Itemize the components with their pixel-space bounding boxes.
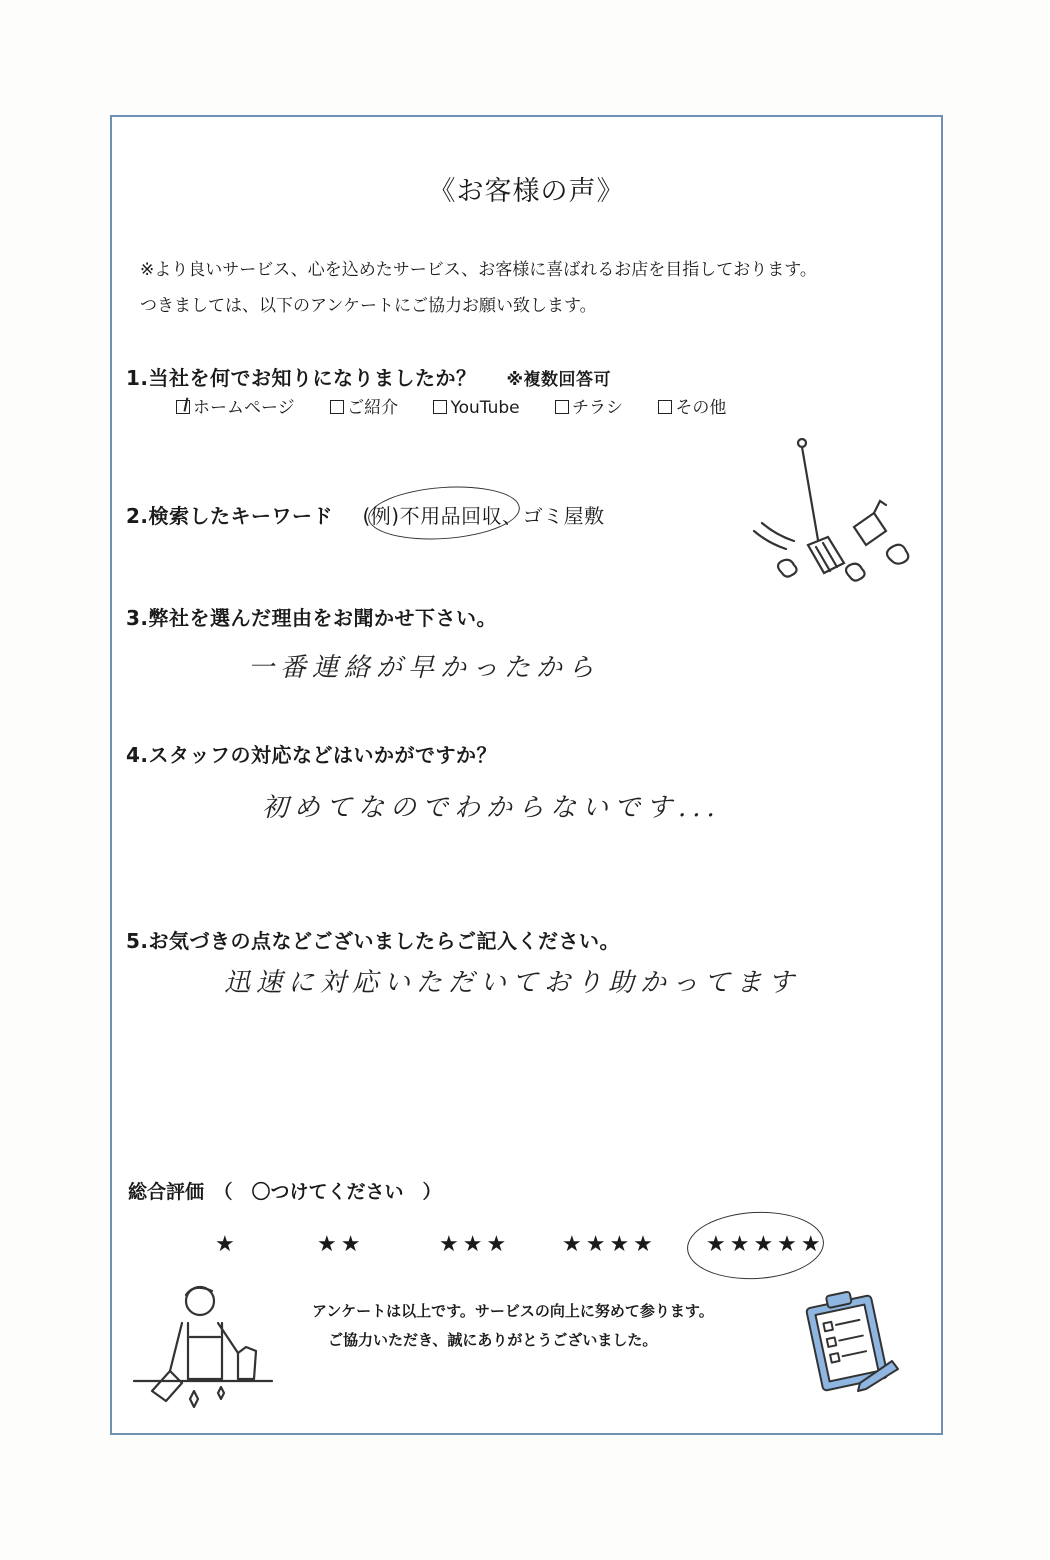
option-flyer[interactable]: チラシ xyxy=(555,393,623,418)
option-other[interactable]: その他 xyxy=(658,393,726,418)
checkbox-flyer[interactable] xyxy=(555,400,569,414)
question-5: 5.お気づきの点などございましたらご記入ください。 xyxy=(126,929,621,953)
question-3-answer: 一番連絡が早かったから xyxy=(248,653,601,683)
page-title: 《お客様の声》 xyxy=(428,176,625,207)
keyword-hand-circle xyxy=(366,482,521,544)
question-3: 3.弊社を選んだ理由をお聞かせ下さい。 xyxy=(126,606,498,630)
rating-2-star[interactable]: ★★ xyxy=(317,1232,365,1257)
checkbox-homepage[interactable] xyxy=(176,400,190,414)
question-4: 4.スタッフの対応などはいかがですか？ xyxy=(126,743,498,767)
checkbox-referral[interactable] xyxy=(330,400,344,414)
intro-text xyxy=(140,252,817,324)
rating-5-star[interactable]: ★★★★★ xyxy=(706,1232,825,1257)
question-1-label: 1.当社を何でお知りになりましたか？ xyxy=(126,366,477,390)
rating-hand-circle xyxy=(685,1208,825,1282)
closing-text xyxy=(312,1297,714,1355)
closing-line-2: ご協力いただき、誠にありがとうございました。 xyxy=(328,1331,658,1349)
rating-4-star[interactable]: ★★★★ xyxy=(562,1232,657,1257)
closing-line-1: アンケートは以上です。サービスの向上に努めて参ります。 xyxy=(312,1302,714,1320)
rating-1-star[interactable]: ★ xyxy=(215,1232,239,1257)
option-referral[interactable]: ご紹介 xyxy=(330,393,398,418)
broom-dustpan-icon xyxy=(746,435,926,590)
question-5-answer: 迅速に対応いただいており助かってます xyxy=(224,968,801,998)
cleaning-staff-icon xyxy=(130,1279,280,1419)
keyword-example-prefix: (例) xyxy=(362,504,400,528)
checkbox-youtube[interactable] xyxy=(433,400,447,414)
rating-3-star[interactable]: ★★★ xyxy=(439,1232,511,1257)
question-2-label: 2.検索したキーワード xyxy=(126,504,334,528)
intro-line-1: ※より良いサービス、心を込めたサービス、お客様に喜ばれるお店を目指しております。 xyxy=(140,260,817,280)
survey-sheet xyxy=(110,115,943,1435)
checkbox-other[interactable] xyxy=(658,400,672,414)
rating-label: 総合評価 （ 〇つけてください ） xyxy=(128,1181,442,1203)
question-1-note: ※複数回答可 xyxy=(506,370,612,390)
question-1-options xyxy=(176,393,756,418)
question-1 xyxy=(126,362,611,391)
keyword-example-rest: ゴミ屋敷 xyxy=(522,504,605,528)
intro-line-2: つきましては、以下のアンケートにご協力お願い致します。 xyxy=(140,296,597,316)
keyword-example-circled: 不用品回収、 xyxy=(399,504,523,528)
option-homepage[interactable]: ホームページ xyxy=(176,393,295,418)
question-4-answer: 初めてなのでわからないです... xyxy=(262,793,721,823)
option-youtube[interactable]: YouTube xyxy=(433,398,519,418)
question-2 xyxy=(126,500,605,529)
clipboard-checklist-icon xyxy=(804,1287,904,1397)
